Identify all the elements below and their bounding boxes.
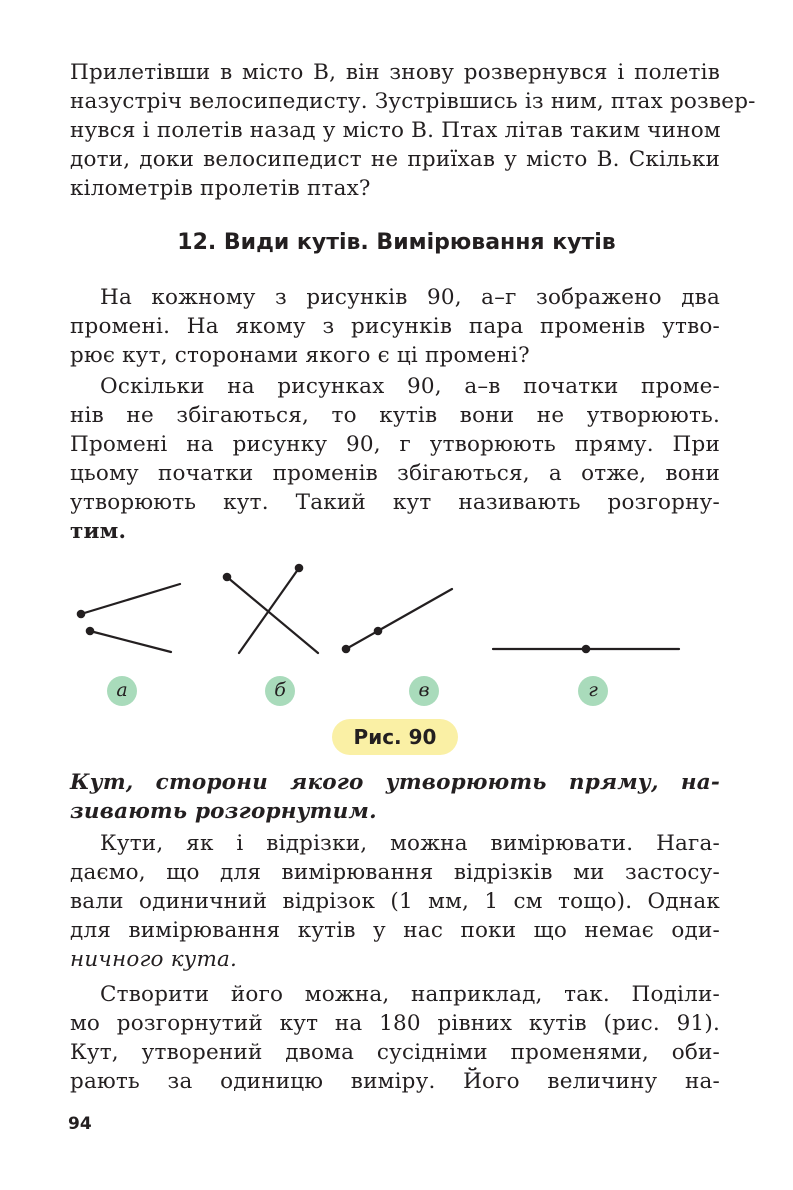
figure-b-rays <box>224 565 318 653</box>
paragraph-1 <box>70 283 720 370</box>
figure-label-v: в <box>409 676 439 706</box>
text-line: ничного кута. <box>70 947 238 972</box>
page-number: 94 <box>68 1114 92 1134</box>
intro-paragraph <box>70 58 756 203</box>
section-heading: 12. Види кутів. Вимірювання кутів <box>177 230 616 255</box>
text-line: назустріч велосипедисту. Зустрівшись із ним, птах розвер- <box>70 89 756 114</box>
figure-label-b: б <box>265 676 295 706</box>
text-line: рають за одиницю виміру. Його величину на- <box>70 1069 720 1094</box>
text-line: вали одиничний відрізок (1 мм, 1 см тощо). Однак <box>70 889 720 914</box>
text-line: мо розгорнутий кут на 180 рівних кутів (рис. 91). <box>70 1011 720 1036</box>
figure-label-g: г <box>578 676 608 706</box>
text-line: Оскільки на рисунках 90, а–в початки проме- <box>100 374 720 399</box>
text-line: рює кут, сторонами якого є ці промені? <box>70 343 530 368</box>
text-line: кілометрів пролетів птах? <box>70 176 371 201</box>
text-line: На кожному з рисунків 90, а–г зображено два <box>100 285 720 310</box>
figure-g-rays <box>493 646 679 652</box>
text-line: утворюють кут. Такий кут називають розгорну- <box>70 490 720 515</box>
text-line: зивають розгорнутим. <box>70 799 377 824</box>
text-line: Кут, сторони якого утворюють пряму, на- <box>70 770 720 795</box>
text-line: нувся і полетів назад у місто В. Птах літав таким чином <box>70 118 721 143</box>
text-line: даємо, що для вимірювання відрізків ми застосу- <box>70 860 720 885</box>
paragraph-2 <box>70 372 720 546</box>
text-line: тим. <box>70 519 127 544</box>
text-line: для вимірювання кутів у нас поки що немає оди- <box>70 918 720 943</box>
figure-label-a: а <box>107 676 137 706</box>
text-line: нів не збігаються, то кутів вони не утворюють. <box>70 403 720 428</box>
figure-a-rays <box>78 584 180 652</box>
text-line: цьому початки променів збігаються, а отже, вони <box>70 461 720 486</box>
text-line: Кут, утворений двома сусідніми променями, оби- <box>70 1040 720 1065</box>
figure-v-rays <box>343 589 452 652</box>
text-line: Промені на рисунку 90, г утворюють пряму. При <box>70 432 720 457</box>
figure-90-drawings <box>0 560 793 670</box>
text-line: промені. На якому з рисунків пара променів утво- <box>70 314 720 339</box>
paragraph-3 <box>70 829 720 974</box>
definition <box>70 768 720 826</box>
text-line: Кути, як і відрізки, можна вимірювати. Нага- <box>100 831 720 856</box>
figure-caption: Рис. 90 <box>332 719 458 755</box>
text-line: Прилетівши в місто В, він знову розвернувся і полетів <box>70 60 720 85</box>
text-line: Створити його можна, наприклад, так. Поділи- <box>100 982 720 1007</box>
paragraph-4 <box>70 980 720 1096</box>
text-line: доти, доки велосипедист не приїхав у місто В. Скільки <box>70 147 720 172</box>
